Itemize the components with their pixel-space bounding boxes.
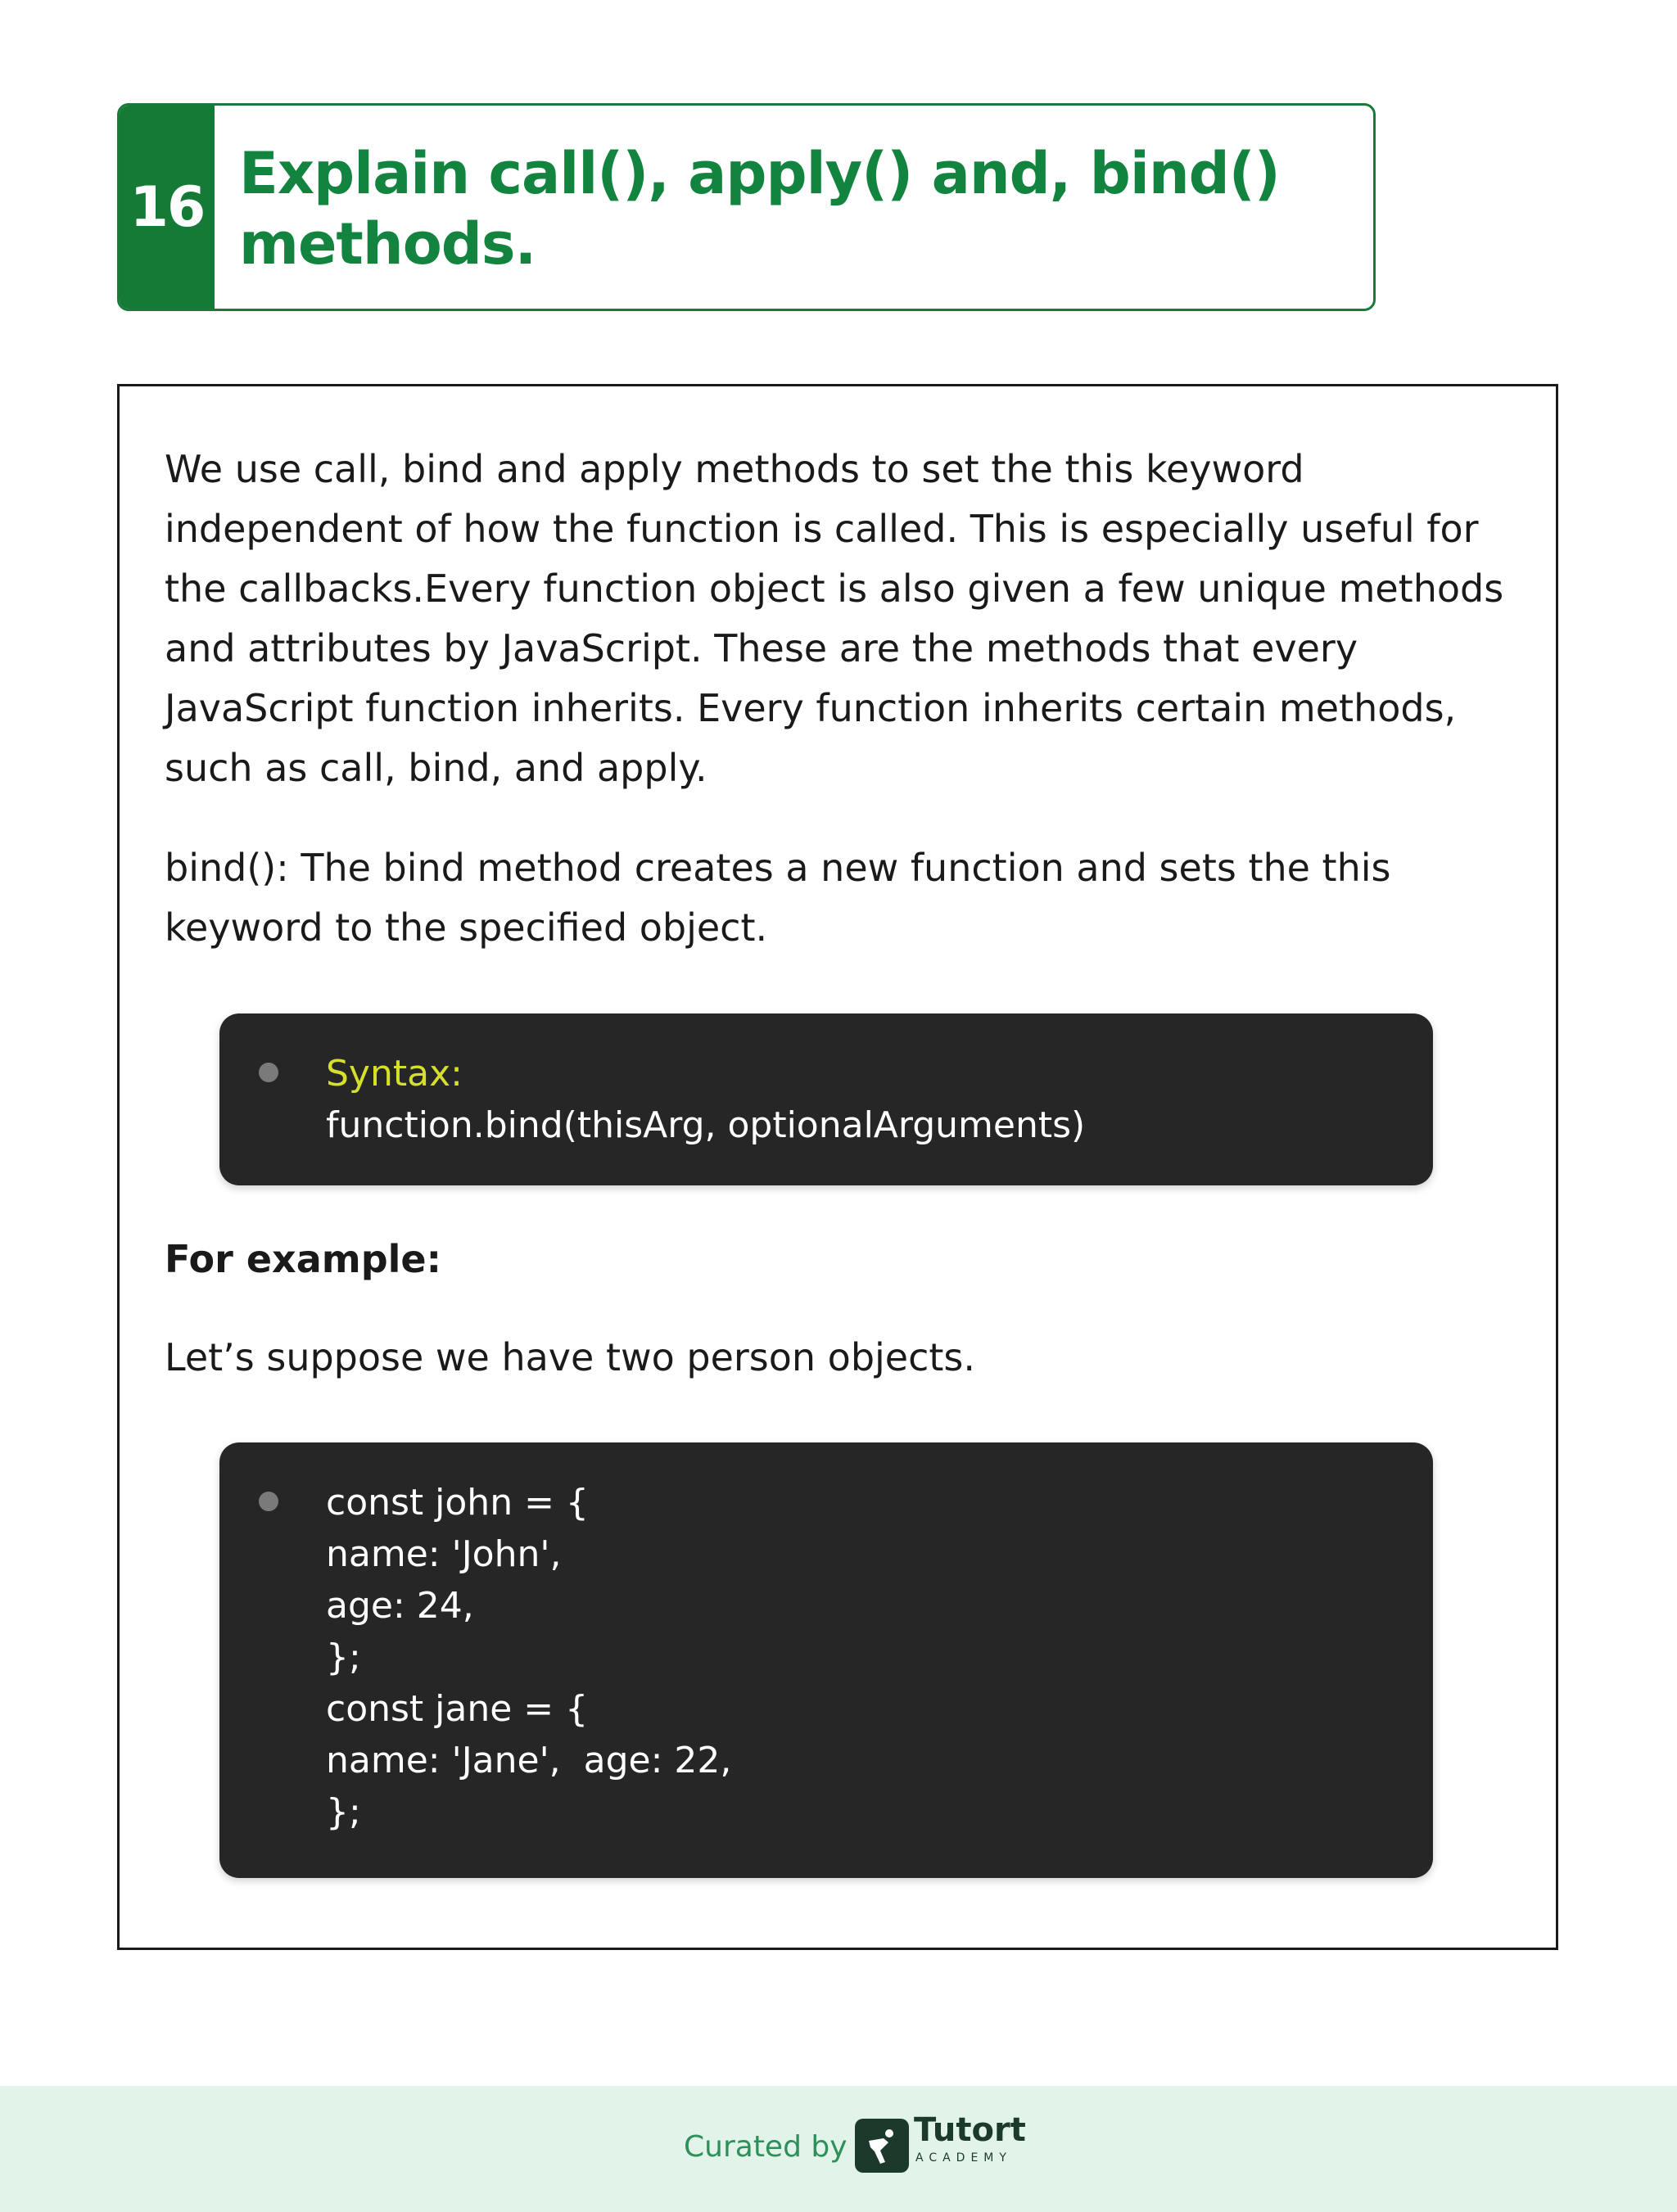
answer-content-box bbox=[117, 384, 1558, 1950]
brand-subtitle: ACADEMY bbox=[915, 2151, 1012, 2165]
objects-code-lines bbox=[326, 1477, 731, 1838]
code-line: }; bbox=[326, 1791, 361, 1833]
code-line: const john = { bbox=[326, 1482, 589, 1524]
bullet-dot-icon bbox=[259, 1492, 278, 1511]
syntax-code: function.bind(thisArg, optionalArguments) bbox=[326, 1104, 1086, 1146]
intro-paragraph: We use call, bind and apply methods to set the this keyword independent of how the function is called. This is especially useful for the callbacks.Every function object is also given a few unique methods and attributes by JavaScript. These are the methods that every JavaScript function inherits. Every function inherits certain methods, such as call, bind, and apply. bbox=[165, 447, 1504, 790]
code-line: age: 24, bbox=[326, 1585, 474, 1627]
syntax-code-block bbox=[219, 1013, 1433, 1185]
tutort-logo-icon bbox=[855, 2119, 909, 2173]
objects-code-block bbox=[219, 1442, 1433, 1878]
code-line: name: 'Jane', age: 22, bbox=[326, 1740, 732, 1781]
question-number: 16 bbox=[120, 106, 215, 309]
curated-by-text: Curated by bbox=[684, 2130, 848, 2164]
code-line: name: 'John', bbox=[326, 1533, 562, 1575]
example-label: For example: bbox=[165, 1237, 441, 1281]
syntax-code-lines bbox=[326, 1048, 1085, 1151]
question-header bbox=[117, 103, 1376, 311]
example-intro-paragraph: Let’s suppose we have two person objects. bbox=[165, 1335, 976, 1379]
question-title: Explain call(), apply() and, bind() methods. bbox=[239, 140, 1280, 278]
syntax-label: Syntax: bbox=[326, 1053, 463, 1095]
code-line: }; bbox=[326, 1636, 361, 1678]
brand-name: Tutort bbox=[914, 2111, 1026, 2149]
bullet-dot-icon bbox=[259, 1063, 278, 1082]
bind-definition-paragraph: bind(): The bind method creates a new function and sets the this keyword to the specified object. bbox=[165, 846, 1391, 950]
code-line: const jane = { bbox=[326, 1688, 589, 1730]
footer-bar bbox=[0, 2086, 1677, 2212]
runner-figure-icon bbox=[864, 2126, 900, 2165]
